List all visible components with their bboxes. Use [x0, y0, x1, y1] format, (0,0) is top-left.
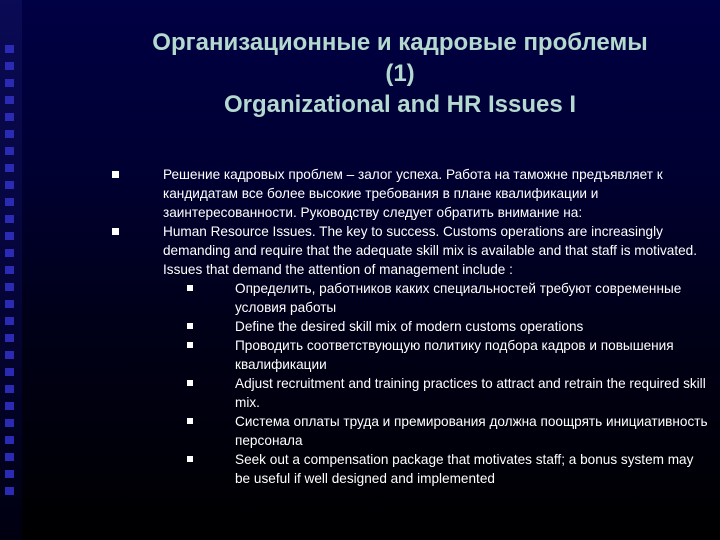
title-line-number: (1): [385, 60, 415, 87]
strip-square: [5, 198, 14, 206]
strip-square: [5, 419, 14, 427]
strip-square: [5, 402, 14, 410]
strip-square: [5, 249, 14, 257]
strip-square: [5, 453, 14, 461]
strip-square: [5, 266, 14, 274]
bullet-text: Решение кадровых проблем – залог успеха. Работа на таможне предъявляет к кандидатам все более высокие требования в плане квалификации и заинтересованности. Руководству следует обратить внимание на:: [163, 167, 663, 220]
sub-bullet-text: Adjust recruitment and training practices to attract and retrain the required skill mix.: [235, 376, 706, 410]
square-bullet-icon: [187, 456, 193, 462]
title-line-en: Organizational and HR Issues I: [223, 91, 577, 118]
strip-square: [5, 487, 14, 495]
square-bullet-icon: [112, 228, 119, 235]
bullet-text: Human Resource Issues. The key to success. Customs operations are increasingly demanding and require that the adequate skill mix is available and that staff is motivated. Issues that demand the attention of management include :: [163, 224, 697, 277]
sub-bullet-item: [112, 279, 712, 317]
sub-bullet-text: Определить, работников каких специальностей требуют современные условия работы: [235, 281, 682, 315]
strip-square: [5, 215, 14, 223]
strip-square: [5, 113, 14, 121]
strip-square: [5, 96, 14, 104]
strip-square: [5, 232, 14, 240]
strip-square: [5, 181, 14, 189]
sub-bullet-item: [112, 336, 712, 374]
strip-square: [5, 351, 14, 359]
strip-square: [5, 62, 14, 70]
bullet-item-ru: [112, 165, 712, 222]
strip-square: [5, 164, 14, 172]
square-bullet-icon: [187, 418, 193, 424]
sub-bullet-text: Система оплаты труда и премирования должна поощрять инициативность персонала: [235, 414, 708, 448]
sub-bullet-item: [112, 450, 712, 488]
square-bullet-icon: [112, 171, 119, 178]
slide-title: [90, 27, 710, 120]
title-line-ru: Организационные и кадровые проблемы: [152, 29, 648, 56]
strip-square: [5, 130, 14, 138]
sub-bullet-text: Проводить соответствующую политику подбора кадров и повышения квалификации: [235, 338, 674, 372]
square-bullet-icon: [187, 342, 193, 348]
square-bullet-icon: [187, 380, 193, 386]
strip-square: [5, 79, 14, 87]
square-bullet-icon: [187, 323, 193, 329]
sub-bullet-item: [112, 412, 712, 450]
strip-square: [5, 283, 14, 291]
strip-square: [5, 317, 14, 325]
sub-bullet-item: [112, 317, 712, 336]
decorative-side-strip: [0, 0, 22, 540]
sub-bullet-text: Define the desired skill mix of modern customs operations: [235, 319, 584, 334]
strip-square: [5, 334, 14, 342]
bullet-item-en: [112, 222, 712, 279]
slide-body: [112, 165, 712, 488]
sub-bullet-item: [112, 374, 712, 412]
strip-square: [5, 385, 14, 393]
strip-square: [5, 470, 14, 478]
strip-square: [5, 368, 14, 376]
strip-square: [5, 45, 14, 53]
strip-square: [5, 436, 14, 444]
sub-bullet-text: Seek out a compensation package that motivates staff; a bonus system may be useful if well designed and implemented: [235, 452, 694, 486]
strip-square: [5, 147, 14, 155]
square-bullet-icon: [187, 285, 193, 291]
strip-square: [5, 300, 14, 308]
